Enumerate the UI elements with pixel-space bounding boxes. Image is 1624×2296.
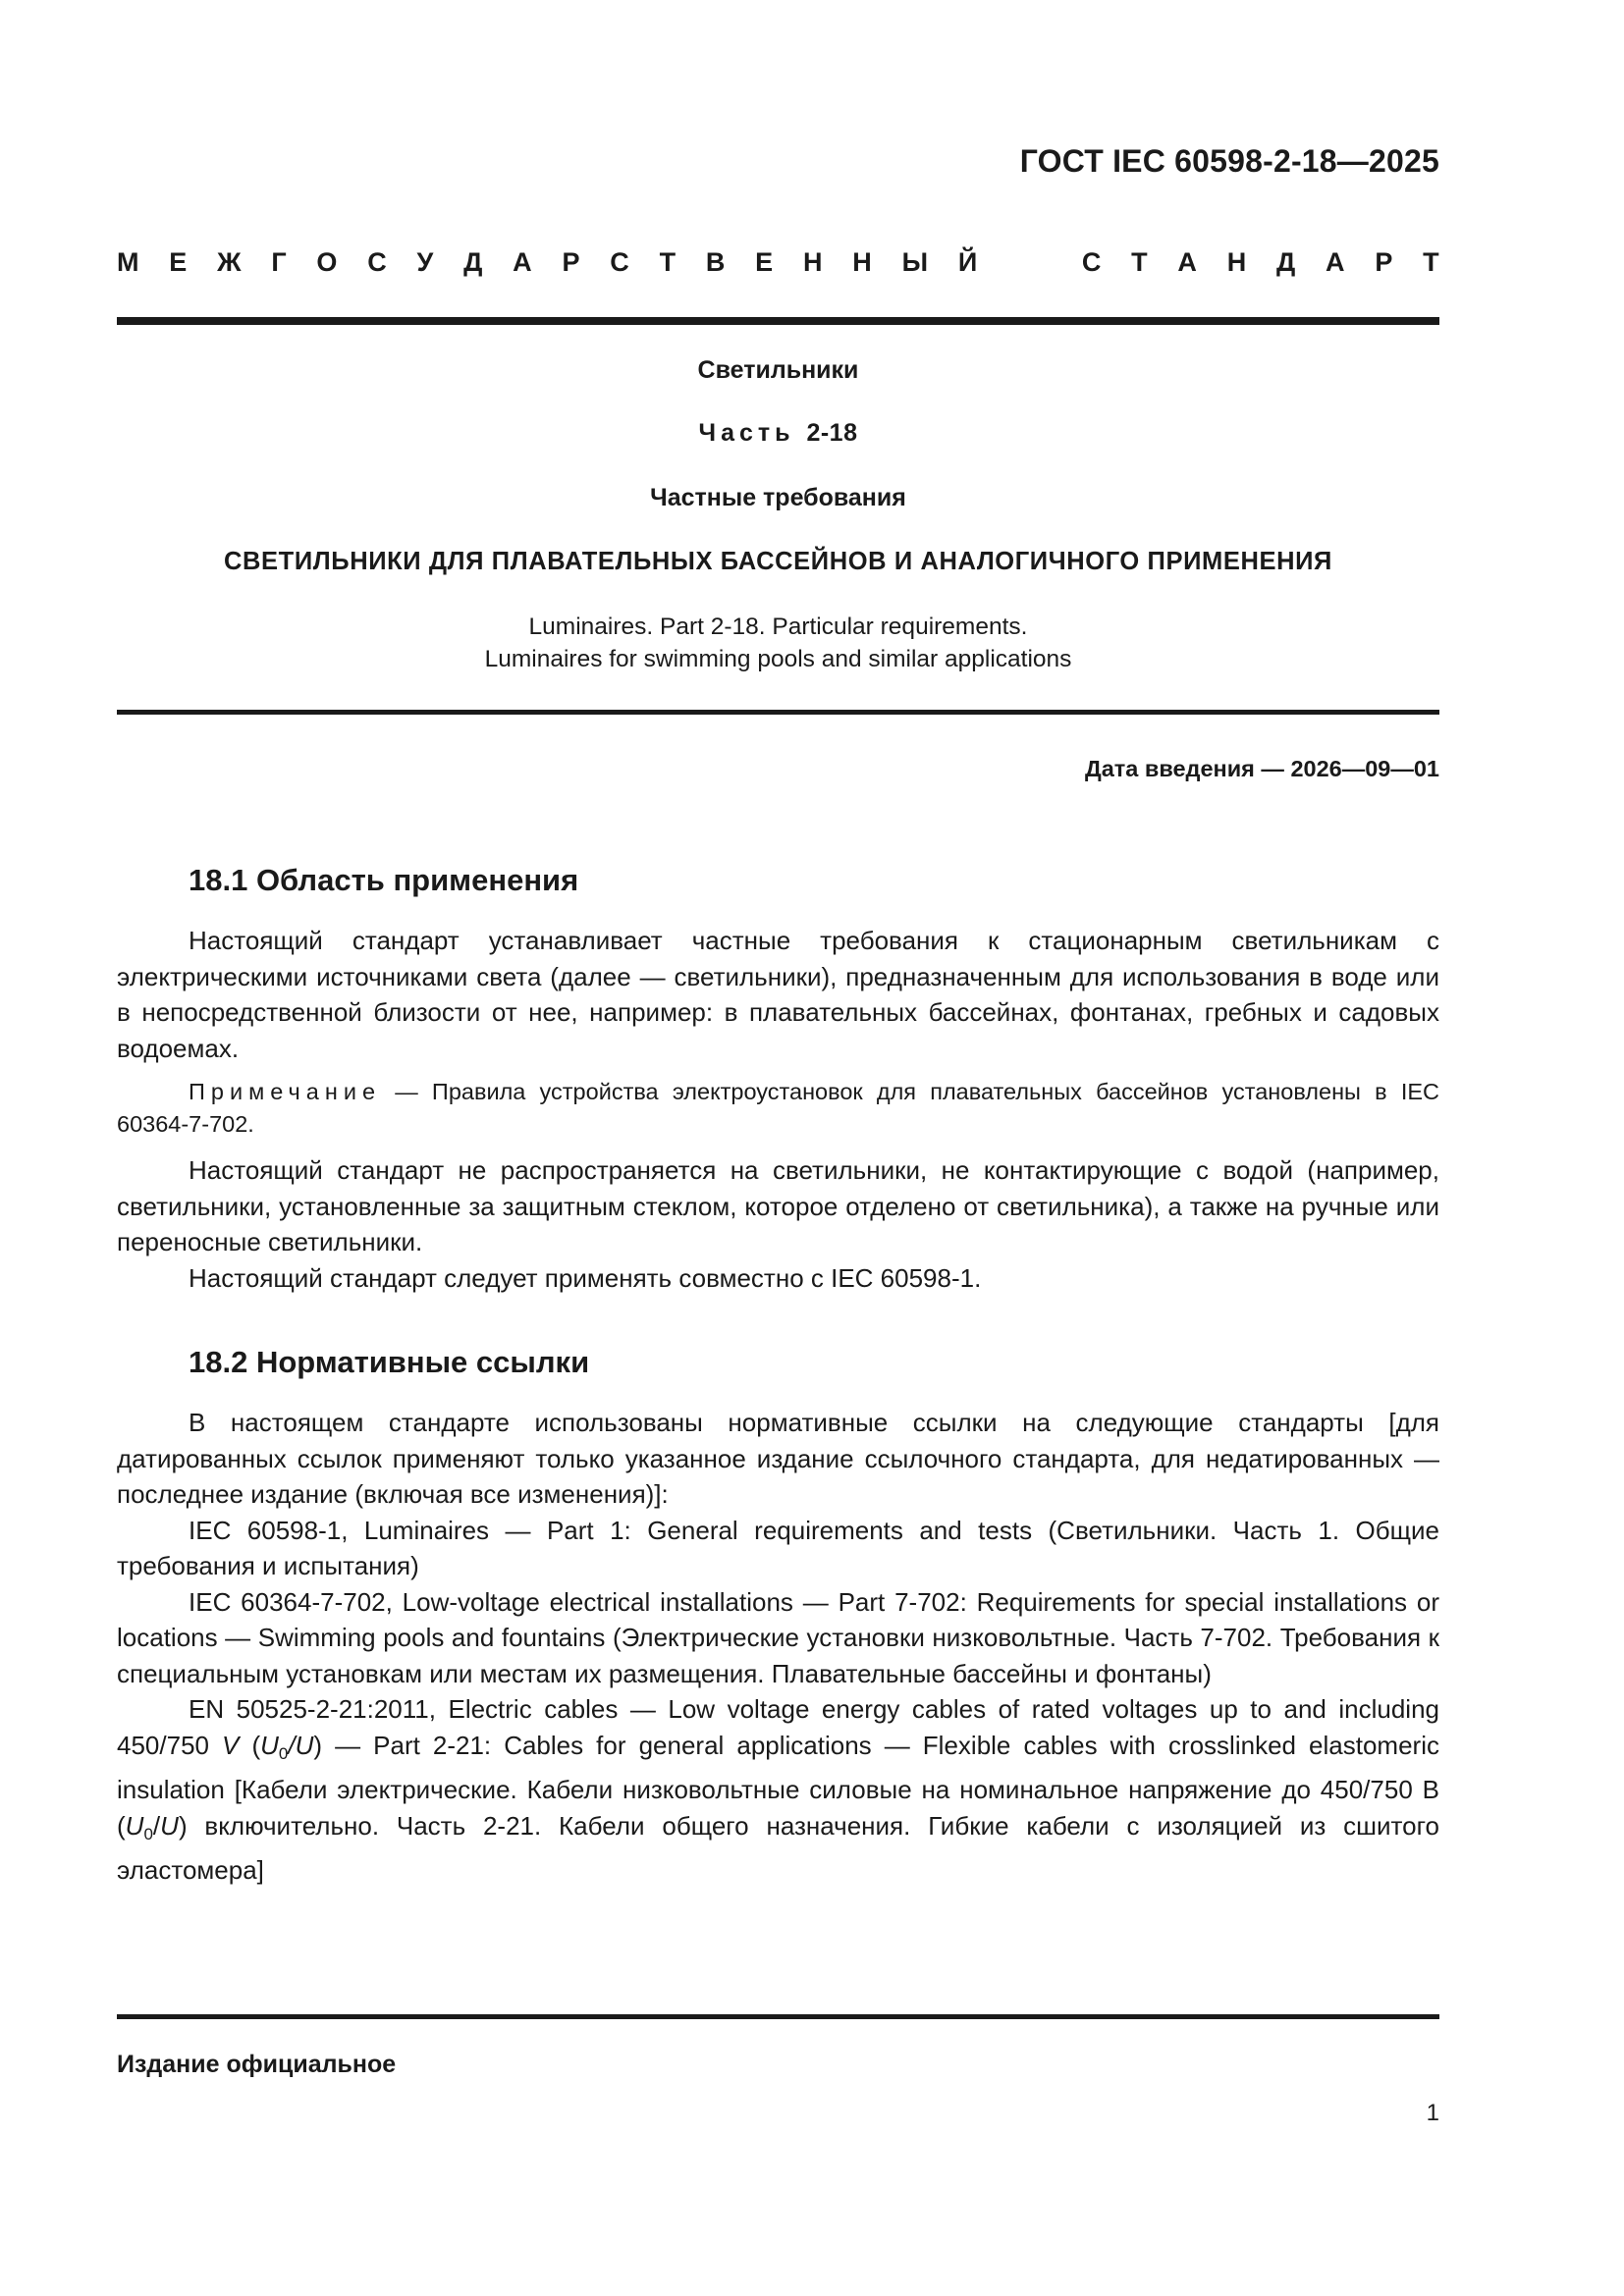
header-rule: [117, 317, 1439, 325]
ref-symbol: U: [295, 1730, 314, 1760]
banner-letter: Ы: [901, 247, 929, 277]
banner-letter: Е: [755, 247, 774, 277]
title-subtitle: Частные требования: [650, 484, 906, 511]
banner-letter: Е: [169, 247, 188, 277]
document-number: ГОСТ IEC 60598-2-18—2025: [1019, 143, 1439, 179]
paragraph: В настоящем стандарте использованы нормативные ссылки на следующие стандарты [для датированных ссылок применяют только указанное издание ссылочного стандарта, для недатированных — последнее издание (включая все изменения)]:: [117, 1408, 1439, 1509]
standard-banner: [117, 247, 1439, 278]
ref-symbol: /: [288, 1730, 296, 1760]
banner-letter: Т: [659, 247, 677, 277]
section-body-18-1: [117, 923, 1439, 1296]
ref-symbol: V: [222, 1730, 240, 1760]
paragraph: Настоящий стандарт устанавливает частные требования к стационарным светильникам с электрическими источниками света (далее — светильники), предназначенным для использования в воде или в непосредственной близости от нее, например: в плавательных бассейнах, фонтанах, гребных и садовых водоемах.: [117, 926, 1439, 1063]
english-title-line-1: Luminaires. Part 2-18. Particular requirements.: [528, 614, 1028, 640]
edition-label: Издание официальное: [117, 2051, 397, 2078]
ref-symbol: U: [260, 1730, 279, 1760]
ref-text: (: [239, 1730, 261, 1760]
banner-letter: У: [416, 247, 434, 277]
title-part: [117, 419, 1439, 448]
reference-item: [117, 1691, 1439, 1889]
ref-text: ) — Part 2-21: Cables for general applications — Flexible cables with crosslinked elastomeric insulation [Кабели электрические. Кабели низковольтные силовые на номинальное напряжение до 450/750 В (: [117, 1730, 1439, 1841]
banner-letter: Р: [1375, 247, 1393, 277]
banner-letter: Г: [271, 247, 287, 277]
paragraph: Настоящий стандарт не распространяется на светильники, не контактирующие с водой (например, светильники, установленные за защитным стеклом, которое отделено от светильника), а также на ручные или переносные светильники.: [117, 1155, 1439, 1256]
banner-letter: Й: [957, 247, 978, 277]
reference-item: IEC 60598-1, Luminaires — Part 1: General requirements and tests (Светильники. Часть 1. Общие требования и испытания): [117, 1515, 1439, 1580]
note: [117, 1076, 1439, 1141]
ref-subscript: 0: [278, 1743, 289, 1763]
reference-item: IEC 60364-7-702, Low-voltage electrical installations — Part 7-702: Requirements for special installations or locations — Swimming pools and fountains (Электрические установки низковольтные. Часть 7-702. Требования к специальным установкам или местам их размещения. Плавательные бассейны и фонтаны): [117, 1586, 1439, 1688]
banner-letter: Н: [802, 247, 823, 277]
section-heading-18-2: 18.2 Нормативные ссылки: [189, 1345, 590, 1379]
note-label: Примечание: [189, 1079, 382, 1104]
title-english: [117, 611, 1439, 675]
banner-letter: С: [367, 247, 387, 277]
part-prefix: Часть: [698, 419, 795, 447]
banner-letter: Т: [1423, 247, 1439, 277]
banner-letter: В: [705, 247, 726, 277]
ref-text: ) включительно. Часть 2-21. Кабели общего назначения. Гибкие кабели с изоляцией из сшитого эластомера]: [117, 1810, 1439, 1885]
banner-letter: А: [1177, 247, 1197, 277]
english-title-line-2: Luminaires for swimming pools and similar applications: [484, 646, 1072, 672]
section-body-18-2: [117, 1405, 1439, 1889]
part-number: 2-18: [806, 419, 858, 447]
banner-letter: А: [513, 247, 532, 277]
footer-rule: [117, 2014, 1439, 2019]
section-heading-18-1: 18.1 Область применения: [189, 863, 579, 897]
banner-letter: Р: [562, 247, 580, 277]
banner-letter: Д: [463, 247, 483, 277]
paragraph: Настоящий стандарт следует применять совместно с IEC 60598-1.: [189, 1262, 982, 1293]
banner-letter: Н: [852, 247, 872, 277]
ref-symbol: U: [125, 1810, 144, 1841]
ref-text: /: [152, 1810, 161, 1841]
title-rule: [117, 710, 1439, 715]
banner-letter: Ж: [217, 247, 242, 277]
introduction-date: Дата введения — 2026—09—01: [1084, 756, 1439, 781]
ref-subscript: 0: [143, 1824, 153, 1843]
banner-letter: А: [1326, 247, 1345, 277]
ref-text: EN 50525-2-21:2011, Electric cables — Low voltage energy cables of rated voltages up to and including 450/750: [117, 1694, 1439, 1760]
banner-letter: Т: [1131, 247, 1148, 277]
banner-letter: О: [316, 247, 338, 277]
banner-letter: С: [610, 247, 629, 277]
banner-letter: С: [1081, 247, 1102, 277]
banner-letter: Н: [1226, 247, 1247, 277]
banner-letter: Д: [1276, 247, 1296, 277]
title-main: Светильники: [697, 356, 859, 384]
note-text: — Правила устройства электроустановок для плавательных бассейнов установлены в IEC 60364-7-702.: [117, 1079, 1439, 1137]
page-number: 1: [1426, 2100, 1439, 2126]
ref-symbol: U: [160, 1810, 179, 1841]
banner-letter: М: [117, 247, 139, 277]
title-caps: СВЕТИЛЬНИКИ ДЛЯ ПЛАВАТЕЛЬНЫХ БАССЕЙНОВ И АНАЛОГИЧНОГО ПРИМЕНЕНИЯ: [224, 548, 1332, 575]
